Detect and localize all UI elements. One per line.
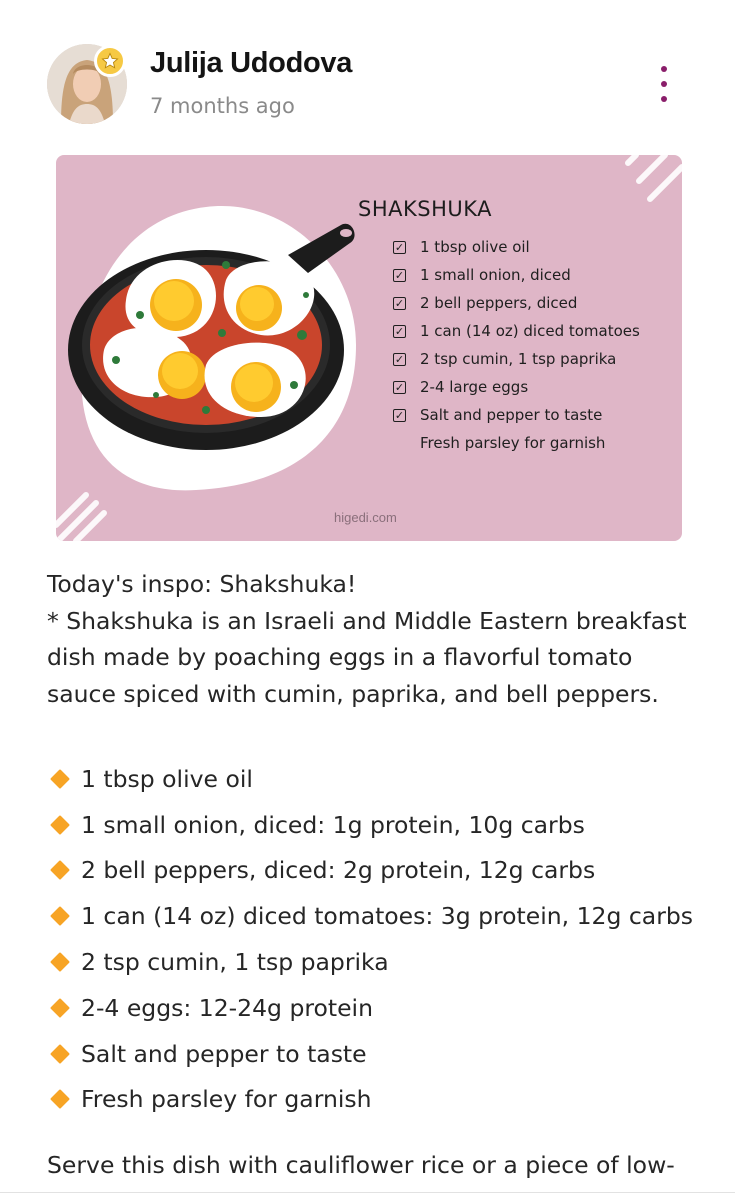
post-intro: Today's inspo: Shakshuka!: [47, 570, 357, 598]
list-item: [47, 1077, 693, 1123]
list-item: [47, 848, 693, 894]
card-list-item: [393, 261, 640, 289]
diamond-icon: [50, 952, 70, 972]
ingredient-text: 1 can (14 oz) diced tomatoes: 3g protein, 12g carbs: [81, 902, 694, 931]
card-title: SHAKSHUKA: [358, 197, 493, 221]
card-ingredient-list: [393, 233, 640, 457]
diamond-icon: [50, 815, 70, 835]
diamond-icon: [50, 1044, 70, 1064]
card-item-label: 1 can (14 oz) diced tomatoes: [420, 322, 640, 340]
post-closing-text: Serve this dish with cauliflower rice or a piece of low-: [47, 1151, 675, 1179]
ingredient-text: Fresh parsley for garnish: [81, 1085, 372, 1114]
menu-dot: [661, 81, 667, 87]
star-icon: [94, 45, 126, 77]
checkbox-icon: ✓: [394, 296, 405, 310]
list-item: [47, 802, 693, 848]
list-item: [47, 985, 693, 1031]
card-item-label: 2 bell peppers, diced: [420, 294, 578, 312]
card-item-label: 1 small onion, diced: [420, 266, 571, 284]
card-list-item: [393, 317, 640, 345]
ingredient-text: 1 tbsp olive oil: [81, 764, 253, 793]
post-timestamp: 7 months ago: [150, 94, 295, 118]
checkbox-icon: ✓: [394, 352, 405, 366]
card-item-label: Salt and pepper to taste: [420, 406, 603, 424]
menu-dot: [661, 96, 667, 102]
checkbox-icon: ✓: [394, 380, 405, 394]
post-header: [0, 0, 735, 140]
checkbox-icon: ✓: [394, 240, 405, 254]
card-list-item: [393, 373, 640, 401]
checkbox-icon: ✓: [394, 408, 405, 422]
list-item: [47, 1031, 693, 1077]
ingredient-text: 2 bell peppers, diced: 2g protein, 12g carbs: [81, 856, 596, 885]
list-item: [47, 939, 693, 985]
card-list-item: [393, 233, 640, 261]
ingredient-text: 2 tsp cumin, 1 tsp paprika: [81, 948, 389, 977]
card-list-item: [393, 429, 640, 457]
diamond-icon: [50, 906, 70, 926]
vertical-dots-icon[interactable]: [650, 62, 678, 106]
list-item: [47, 893, 693, 939]
post-description: * Shakshuka is an Israeli and Middle Eastern breakfast dish made by poaching eggs in a flavorful tomato sauce spiced with cumin, paprika, and bell peppers.: [47, 606, 687, 708]
card-item-label: 2 tsp cumin, 1 tsp paprika: [420, 350, 617, 368]
list-item: [47, 756, 693, 802]
diamond-icon: [50, 861, 70, 881]
ingredient-text: 1 small onion, diced: 1g protein, 10g carbs: [81, 810, 585, 839]
checkbox-icon: ✓: [394, 268, 405, 282]
ingredient-text: Salt and pepper to taste: [81, 1039, 367, 1068]
recipe-image[interactable]: [56, 155, 682, 541]
card-list-item: [393, 289, 640, 317]
divider: [0, 1192, 735, 1193]
post-text: [47, 566, 697, 712]
card-list-item: [393, 345, 640, 373]
image-source-watermark: higedi.com: [334, 510, 397, 525]
author-name[interactable]: Julija Udodova: [150, 47, 353, 79]
diamond-icon: [50, 998, 70, 1018]
ingredient-list: [47, 756, 693, 1122]
ingredient-text: 2-4 eggs: 12-24g protein: [81, 993, 373, 1022]
checkbox-icon: ✓: [394, 324, 405, 338]
card-item-label: 2-4 large eggs: [420, 378, 529, 396]
diamond-icon: [50, 1090, 70, 1110]
card-item-label: 1 tbsp olive oil: [420, 238, 530, 256]
diamond-icon: [50, 769, 70, 789]
menu-dot: [661, 66, 667, 72]
card-item-label: Fresh parsley for garnish: [420, 434, 606, 452]
card-list-item: [393, 401, 640, 429]
